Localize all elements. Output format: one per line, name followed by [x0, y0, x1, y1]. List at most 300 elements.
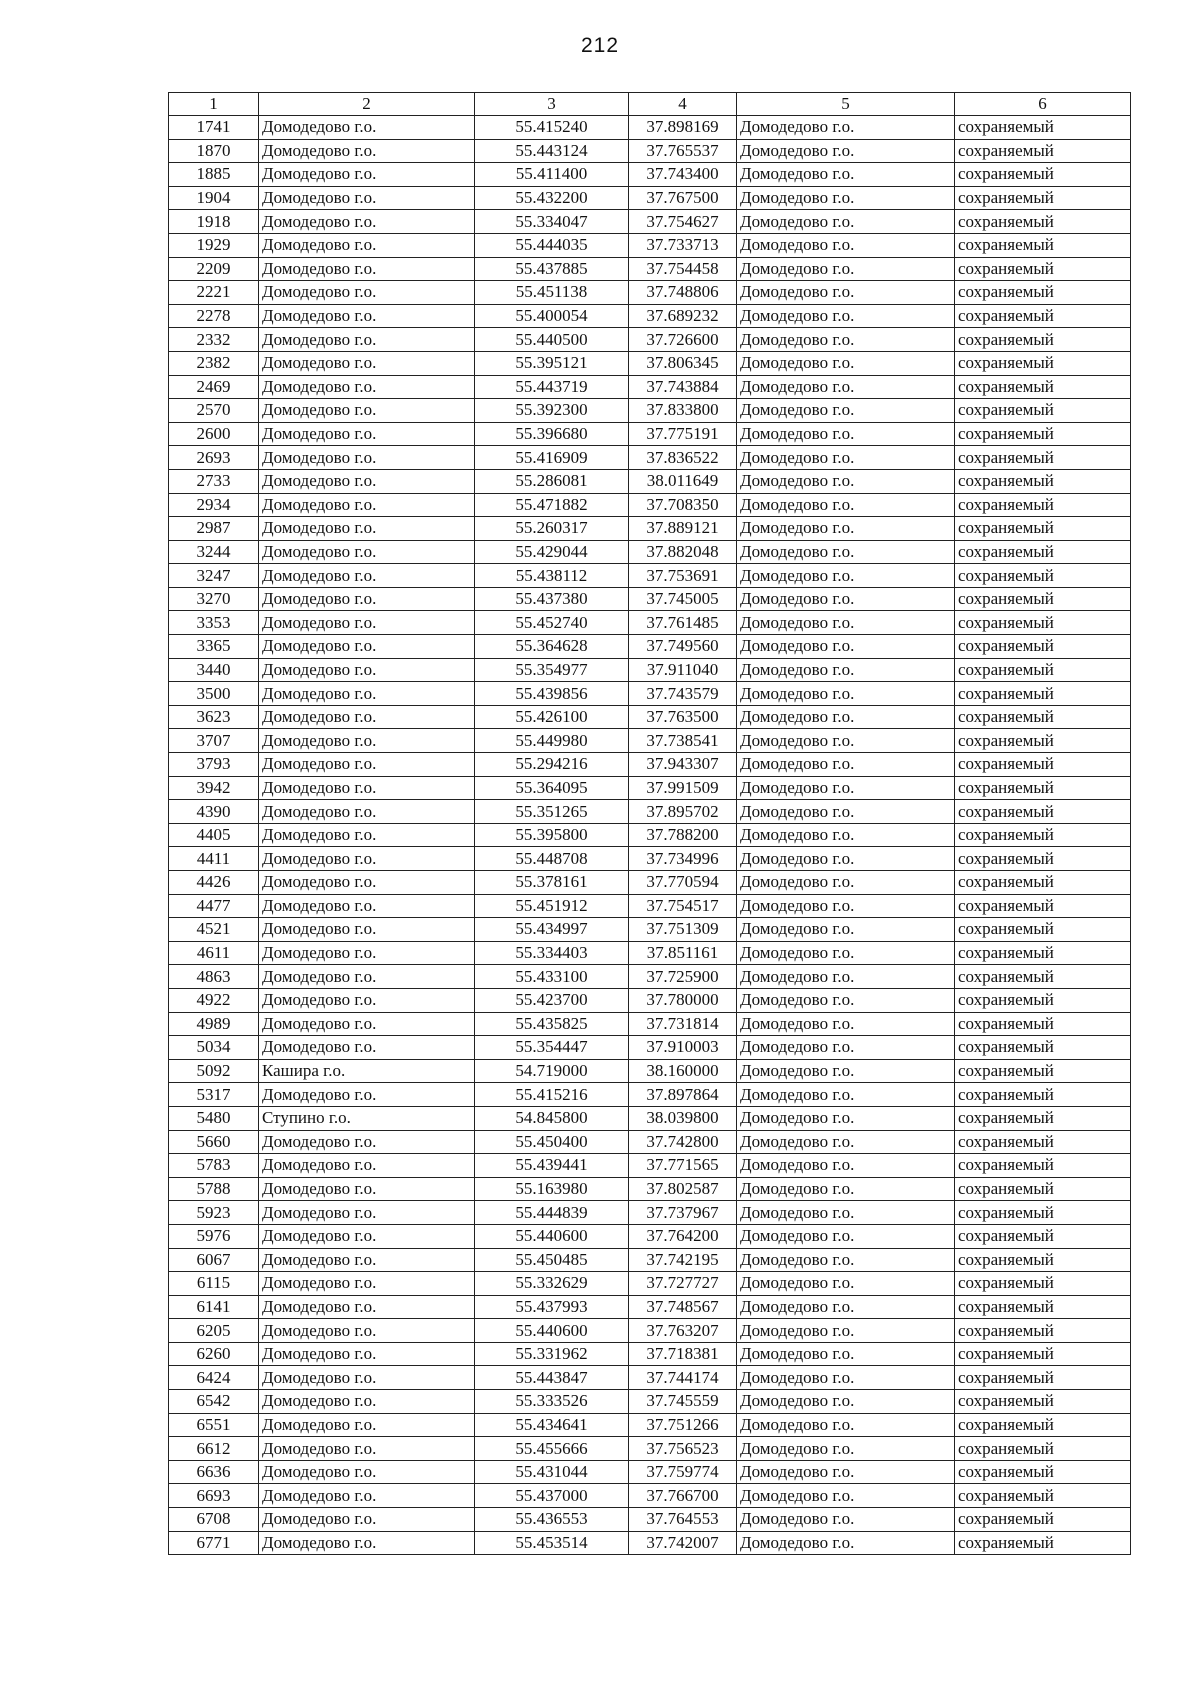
latitude-cell: 55.471882 — [475, 493, 629, 517]
location-name-cell: Домодедово г.о. — [259, 1272, 475, 1296]
district-name-cell: Домодедово г.о. — [737, 941, 955, 965]
column-header-5: 5 — [737, 93, 955, 116]
object-number-cell: 3440 — [169, 658, 259, 682]
latitude-cell: 54.719000 — [475, 1059, 629, 1083]
longitude-cell: 37.763207 — [629, 1319, 737, 1343]
district-name-cell: Домодедово г.о. — [737, 682, 955, 706]
status-cell: сохраняемый — [955, 1460, 1131, 1484]
latitude-cell: 55.439856 — [475, 682, 629, 706]
table-row — [169, 729, 1131, 753]
district-name-cell: Домодедово г.о. — [737, 564, 955, 588]
location-name-cell: Домодедово г.о. — [259, 399, 475, 423]
location-name-cell: Домодедово г.о. — [259, 682, 475, 706]
table-row — [169, 422, 1131, 446]
district-name-cell: Домодедово г.о. — [737, 1319, 955, 1343]
table-row — [169, 941, 1131, 965]
status-cell: сохраняемый — [955, 351, 1131, 375]
column-header-4: 4 — [629, 93, 737, 116]
object-number-cell: 4426 — [169, 871, 259, 895]
latitude-cell: 55.260317 — [475, 517, 629, 541]
object-number-cell: 2382 — [169, 351, 259, 375]
status-cell: сохраняемый — [955, 1437, 1131, 1461]
table-row — [169, 1295, 1131, 1319]
longitude-cell: 37.753691 — [629, 564, 737, 588]
object-number-cell: 4411 — [169, 847, 259, 871]
location-name-cell: Домодедово г.о. — [259, 422, 475, 446]
location-name-cell: Домодедово г.о. — [259, 1460, 475, 1484]
location-name-cell: Домодедово г.о. — [259, 1390, 475, 1414]
table-row — [169, 304, 1131, 328]
latitude-cell: 55.415216 — [475, 1083, 629, 1107]
longitude-cell: 37.754517 — [629, 894, 737, 918]
location-name-cell: Домодедово г.о. — [259, 753, 475, 777]
table-row — [169, 1342, 1131, 1366]
location-name-cell: Домодедово г.о. — [259, 1201, 475, 1225]
latitude-cell: 55.434997 — [475, 918, 629, 942]
location-name-cell: Домодедово г.о. — [259, 116, 475, 140]
object-number-cell: 3270 — [169, 587, 259, 611]
latitude-cell: 55.437885 — [475, 257, 629, 281]
location-name-cell: Домодедово г.о. — [259, 1248, 475, 1272]
location-name-cell: Домодедово г.о. — [259, 823, 475, 847]
longitude-cell: 37.991509 — [629, 776, 737, 800]
longitude-cell: 37.771565 — [629, 1154, 737, 1178]
table-row — [169, 1272, 1131, 1296]
registry-table — [168, 92, 1131, 1555]
latitude-cell: 55.351265 — [475, 800, 629, 824]
latitude-cell: 55.429044 — [475, 540, 629, 564]
latitude-cell: 55.451912 — [475, 894, 629, 918]
district-name-cell: Домодедово г.о. — [737, 658, 955, 682]
district-name-cell: Домодедово г.о. — [737, 1130, 955, 1154]
longitude-cell: 37.748567 — [629, 1295, 737, 1319]
object-number-cell: 6542 — [169, 1390, 259, 1414]
longitude-cell: 37.882048 — [629, 540, 737, 564]
district-name-cell: Домодедово г.о. — [737, 210, 955, 234]
object-number-cell: 4989 — [169, 1012, 259, 1036]
table-row — [169, 351, 1131, 375]
latitude-cell: 55.334047 — [475, 210, 629, 234]
status-cell: сохраняемый — [955, 517, 1131, 541]
district-name-cell: Домодедово г.о. — [737, 116, 955, 140]
location-name-cell: Домодедово г.о. — [259, 1177, 475, 1201]
table-row — [169, 257, 1131, 281]
district-name-cell: Домодедово г.о. — [737, 304, 955, 328]
object-number-cell: 5923 — [169, 1201, 259, 1225]
location-name-cell: Домодедово г.о. — [259, 281, 475, 305]
longitude-cell: 37.764553 — [629, 1508, 737, 1532]
latitude-cell: 55.437380 — [475, 587, 629, 611]
table-row — [169, 894, 1131, 918]
district-name-cell: Домодедово г.о. — [737, 1366, 955, 1390]
status-cell: сохраняемый — [955, 1484, 1131, 1508]
longitude-cell: 37.895702 — [629, 800, 737, 824]
district-name-cell: Домодедово г.о. — [737, 375, 955, 399]
status-cell: сохраняемый — [955, 304, 1131, 328]
latitude-cell: 55.294216 — [475, 753, 629, 777]
location-name-cell: Домодедово г.о. — [259, 446, 475, 470]
longitude-cell: 37.751266 — [629, 1413, 737, 1437]
latitude-cell: 55.163980 — [475, 1177, 629, 1201]
status-cell: сохраняемый — [955, 1319, 1131, 1343]
object-number-cell: 6693 — [169, 1484, 259, 1508]
longitude-cell: 37.689232 — [629, 304, 737, 328]
latitude-cell: 55.433100 — [475, 965, 629, 989]
location-name-cell: Домодедово г.о. — [259, 375, 475, 399]
table-row — [169, 163, 1131, 187]
latitude-cell: 55.434641 — [475, 1413, 629, 1437]
table-row — [169, 1531, 1131, 1555]
latitude-cell: 55.453514 — [475, 1531, 629, 1555]
longitude-cell: 37.775191 — [629, 422, 737, 446]
table-row — [169, 399, 1131, 423]
status-cell: сохраняемый — [955, 1177, 1131, 1201]
table-row — [169, 1484, 1131, 1508]
district-name-cell: Домодедово г.о. — [737, 1413, 955, 1437]
status-cell: сохраняемый — [955, 233, 1131, 257]
district-name-cell: Домодедово г.о. — [737, 1484, 955, 1508]
location-name-cell: Домодедово г.о. — [259, 1366, 475, 1390]
longitude-cell: 37.761485 — [629, 611, 737, 635]
table-row — [169, 281, 1131, 305]
longitude-cell: 37.733713 — [629, 233, 737, 257]
district-name-cell: Домодедово г.о. — [737, 517, 955, 541]
status-cell: сохраняемый — [955, 800, 1131, 824]
district-name-cell: Домодедово г.о. — [737, 1036, 955, 1060]
district-name-cell: Домодедово г.о. — [737, 847, 955, 871]
object-number-cell: 4390 — [169, 800, 259, 824]
district-name-cell: Домодедово г.о. — [737, 446, 955, 470]
longitude-cell: 37.708350 — [629, 493, 737, 517]
object-number-cell: 5660 — [169, 1130, 259, 1154]
location-name-cell: Домодедово г.о. — [259, 1531, 475, 1555]
location-name-cell: Домодедово г.о. — [259, 351, 475, 375]
latitude-cell: 55.415240 — [475, 116, 629, 140]
latitude-cell: 55.416909 — [475, 446, 629, 470]
status-cell: сохраняемый — [955, 1531, 1131, 1555]
longitude-cell: 37.780000 — [629, 988, 737, 1012]
district-name-cell: Домодедово г.о. — [737, 776, 955, 800]
table-row — [169, 1177, 1131, 1201]
district-name-cell: Домодедово г.о. — [737, 587, 955, 611]
table-row — [169, 517, 1131, 541]
status-cell: сохраняемый — [955, 1154, 1131, 1178]
status-cell: сохраняемый — [955, 139, 1131, 163]
longitude-cell: 37.770594 — [629, 871, 737, 895]
object-number-cell: 3247 — [169, 564, 259, 588]
location-name-cell: Домодедово г.о. — [259, 493, 475, 517]
table-row — [169, 1460, 1131, 1484]
location-name-cell: Домодедово г.о. — [259, 587, 475, 611]
table-row — [169, 823, 1131, 847]
object-number-cell: 6260 — [169, 1342, 259, 1366]
longitude-cell: 37.897864 — [629, 1083, 737, 1107]
table-header — [169, 93, 1131, 116]
latitude-cell: 55.451138 — [475, 281, 629, 305]
longitude-cell: 37.756523 — [629, 1437, 737, 1461]
longitude-cell: 37.765537 — [629, 139, 737, 163]
table-row — [169, 1083, 1131, 1107]
status-cell: сохраняемый — [955, 446, 1131, 470]
table-row — [169, 1012, 1131, 1036]
table-row — [169, 635, 1131, 659]
status-cell: сохраняемый — [955, 1366, 1131, 1390]
longitude-cell: 37.943307 — [629, 753, 737, 777]
status-cell: сохраняемый — [955, 163, 1131, 187]
table-row — [169, 1059, 1131, 1083]
latitude-cell: 55.396680 — [475, 422, 629, 446]
status-cell: сохраняемый — [955, 941, 1131, 965]
longitude-cell: 37.767500 — [629, 186, 737, 210]
object-number-cell: 2570 — [169, 399, 259, 423]
status-cell: сохраняемый — [955, 658, 1131, 682]
district-name-cell: Домодедово г.о. — [737, 823, 955, 847]
district-name-cell: Домодедово г.о. — [737, 351, 955, 375]
status-cell: сохраняемый — [955, 1059, 1131, 1083]
district-name-cell: Домодедово г.о. — [737, 1295, 955, 1319]
district-name-cell: Домодедово г.о. — [737, 399, 955, 423]
object-number-cell: 3793 — [169, 753, 259, 777]
table-row — [169, 1130, 1131, 1154]
longitude-cell: 38.039800 — [629, 1106, 737, 1130]
status-cell: сохраняемый — [955, 564, 1131, 588]
table-row — [169, 1201, 1131, 1225]
location-name-cell: Домодедово г.о. — [259, 776, 475, 800]
longitude-cell: 37.833800 — [629, 399, 737, 423]
table-row — [169, 1437, 1131, 1461]
location-name-cell: Домодедово г.о. — [259, 1295, 475, 1319]
location-name-cell: Домодедово г.о. — [259, 540, 475, 564]
status-cell: сохраняемый — [955, 1248, 1131, 1272]
latitude-cell: 55.437993 — [475, 1295, 629, 1319]
latitude-cell: 55.440600 — [475, 1319, 629, 1343]
location-name-cell: Домодедово г.о. — [259, 1130, 475, 1154]
location-name-cell: Кашира г.о. — [259, 1059, 475, 1083]
district-name-cell: Домодедово г.о. — [737, 965, 955, 989]
object-number-cell: 2469 — [169, 375, 259, 399]
district-name-cell: Домодедово г.о. — [737, 705, 955, 729]
latitude-cell: 55.449980 — [475, 729, 629, 753]
object-number-cell: 4477 — [169, 894, 259, 918]
status-cell: сохраняемый — [955, 1508, 1131, 1532]
district-name-cell: Домодедово г.о. — [737, 1508, 955, 1532]
location-name-cell: Домодедово г.о. — [259, 800, 475, 824]
latitude-cell: 55.435825 — [475, 1012, 629, 1036]
location-name-cell: Домодедово г.о. — [259, 517, 475, 541]
longitude-cell: 37.759774 — [629, 1460, 737, 1484]
latitude-cell: 55.364095 — [475, 776, 629, 800]
status-cell: сохраняемый — [955, 469, 1131, 493]
status-cell: сохраняемый — [955, 611, 1131, 635]
district-name-cell: Домодедово г.о. — [737, 753, 955, 777]
location-name-cell: Домодедово г.о. — [259, 918, 475, 942]
object-number-cell: 2221 — [169, 281, 259, 305]
location-name-cell: Домодедово г.о. — [259, 328, 475, 352]
latitude-cell: 55.395121 — [475, 351, 629, 375]
location-name-cell: Домодедово г.о. — [259, 469, 475, 493]
latitude-cell: 55.455666 — [475, 1437, 629, 1461]
latitude-cell: 55.400054 — [475, 304, 629, 328]
longitude-cell: 37.764200 — [629, 1224, 737, 1248]
table-row — [169, 1154, 1131, 1178]
latitude-cell: 55.452740 — [475, 611, 629, 635]
district-name-cell: Домодедово г.о. — [737, 988, 955, 1012]
district-name-cell: Домодедово г.о. — [737, 1437, 955, 1461]
table-row — [169, 753, 1131, 777]
latitude-cell: 55.448708 — [475, 847, 629, 871]
district-name-cell: Домодедово г.о. — [737, 281, 955, 305]
longitude-cell: 37.910003 — [629, 1036, 737, 1060]
table-row — [169, 611, 1131, 635]
longitude-cell: 37.836522 — [629, 446, 737, 470]
district-name-cell: Домодедово г.о. — [737, 1460, 955, 1484]
latitude-cell: 55.443719 — [475, 375, 629, 399]
latitude-cell: 55.423700 — [475, 988, 629, 1012]
location-name-cell: Ступино г.о. — [259, 1106, 475, 1130]
district-name-cell: Домодедово г.о. — [737, 1531, 955, 1555]
status-cell: сохраняемый — [955, 116, 1131, 140]
object-number-cell: 2600 — [169, 422, 259, 446]
latitude-cell: 54.845800 — [475, 1106, 629, 1130]
longitude-cell: 37.743400 — [629, 163, 737, 187]
object-number-cell: 6424 — [169, 1366, 259, 1390]
table-row — [169, 918, 1131, 942]
page-number: 212 — [580, 34, 620, 57]
table-row — [169, 139, 1131, 163]
status-cell: сохраняемый — [955, 1083, 1131, 1107]
table-row — [169, 540, 1131, 564]
latitude-cell: 55.354977 — [475, 658, 629, 682]
status-cell: сохраняемый — [955, 257, 1131, 281]
table-row — [169, 658, 1131, 682]
longitude-cell: 38.011649 — [629, 469, 737, 493]
object-number-cell: 6205 — [169, 1319, 259, 1343]
location-name-cell: Домодедово г.о. — [259, 1083, 475, 1107]
table-row — [169, 776, 1131, 800]
location-name-cell: Домодедово г.о. — [259, 1437, 475, 1461]
location-name-cell: Домодедово г.о. — [259, 1342, 475, 1366]
table-row — [169, 446, 1131, 470]
latitude-cell: 55.431044 — [475, 1460, 629, 1484]
status-cell: сохраняемый — [955, 1272, 1131, 1296]
location-name-cell: Домодедово г.о. — [259, 1319, 475, 1343]
status-cell: сохраняемый — [955, 1413, 1131, 1437]
object-number-cell: 4863 — [169, 965, 259, 989]
latitude-cell: 55.440600 — [475, 1224, 629, 1248]
location-name-cell: Домодедово г.о. — [259, 658, 475, 682]
location-name-cell: Домодедово г.о. — [259, 210, 475, 234]
object-number-cell: 6771 — [169, 1531, 259, 1555]
location-name-cell: Домодедово г.о. — [259, 705, 475, 729]
district-name-cell: Домодедово г.о. — [737, 871, 955, 895]
status-cell: сохраняемый — [955, 823, 1131, 847]
latitude-cell: 55.286081 — [475, 469, 629, 493]
object-number-cell: 2209 — [169, 257, 259, 281]
object-number-cell: 3353 — [169, 611, 259, 635]
table-row — [169, 988, 1131, 1012]
status-cell: сохраняемый — [955, 1390, 1131, 1414]
district-name-cell: Домодедово г.о. — [737, 800, 955, 824]
longitude-cell: 37.727727 — [629, 1272, 737, 1296]
object-number-cell: 5317 — [169, 1083, 259, 1107]
object-number-cell: 5092 — [169, 1059, 259, 1083]
status-cell: сохраняемый — [955, 399, 1131, 423]
longitude-cell: 37.754458 — [629, 257, 737, 281]
location-name-cell: Домодедово г.о. — [259, 233, 475, 257]
table-row — [169, 1224, 1131, 1248]
location-name-cell: Домодедово г.о. — [259, 1012, 475, 1036]
latitude-cell: 55.395800 — [475, 823, 629, 847]
district-name-cell: Домодедово г.о. — [737, 1106, 955, 1130]
district-name-cell: Домодедово г.о. — [737, 729, 955, 753]
district-name-cell: Домодедово г.о. — [737, 257, 955, 281]
location-name-cell: Домодедово г.о. — [259, 139, 475, 163]
latitude-cell: 55.443847 — [475, 1366, 629, 1390]
object-number-cell: 6141 — [169, 1295, 259, 1319]
status-cell: сохраняемый — [955, 540, 1131, 564]
table-row — [169, 116, 1131, 140]
district-name-cell: Домодедово г.о. — [737, 894, 955, 918]
location-name-cell: Домодедово г.о. — [259, 988, 475, 1012]
table-row — [169, 328, 1131, 352]
longitude-cell: 37.911040 — [629, 658, 737, 682]
district-name-cell: Домодедово г.о. — [737, 1177, 955, 1201]
table-row — [169, 847, 1131, 871]
district-name-cell: Домодедово г.о. — [737, 186, 955, 210]
latitude-cell: 55.332629 — [475, 1272, 629, 1296]
longitude-cell: 37.749560 — [629, 635, 737, 659]
column-header-6: 6 — [955, 93, 1131, 116]
object-number-cell: 5480 — [169, 1106, 259, 1130]
table-row — [169, 1248, 1131, 1272]
status-cell: сохраняемый — [955, 281, 1131, 305]
object-number-cell: 1885 — [169, 163, 259, 187]
object-number-cell: 4922 — [169, 988, 259, 1012]
table-row — [169, 1413, 1131, 1437]
location-name-cell: Домодедово г.о. — [259, 635, 475, 659]
latitude-cell: 55.364628 — [475, 635, 629, 659]
latitude-cell: 55.440500 — [475, 328, 629, 352]
location-name-cell: Домодедово г.о. — [259, 163, 475, 187]
location-name-cell: Домодедово г.о. — [259, 1224, 475, 1248]
latitude-cell: 55.426100 — [475, 705, 629, 729]
district-name-cell: Домодедово г.о. — [737, 328, 955, 352]
longitude-cell: 37.851161 — [629, 941, 737, 965]
location-name-cell: Домодедово г.о. — [259, 894, 475, 918]
object-number-cell: 2733 — [169, 469, 259, 493]
object-number-cell: 3707 — [169, 729, 259, 753]
object-number-cell: 2693 — [169, 446, 259, 470]
table-row — [169, 1319, 1131, 1343]
status-cell: сохраняемый — [955, 1106, 1131, 1130]
table-row — [169, 210, 1131, 234]
status-cell: сохраняемый — [955, 186, 1131, 210]
district-name-cell: Домодедово г.о. — [737, 469, 955, 493]
district-name-cell: Домодедово г.о. — [737, 635, 955, 659]
district-name-cell: Домодедово г.о. — [737, 1201, 955, 1225]
table-row — [169, 375, 1131, 399]
location-name-cell: Домодедово г.о. — [259, 1484, 475, 1508]
longitude-cell: 37.806345 — [629, 351, 737, 375]
status-cell: сохраняемый — [955, 1295, 1131, 1319]
table-row — [169, 587, 1131, 611]
status-cell: сохраняемый — [955, 847, 1131, 871]
longitude-cell: 37.745005 — [629, 587, 737, 611]
latitude-cell: 55.436553 — [475, 1508, 629, 1532]
object-number-cell: 1904 — [169, 186, 259, 210]
status-cell: сохраняемый — [955, 1036, 1131, 1060]
longitude-cell: 37.802587 — [629, 1177, 737, 1201]
